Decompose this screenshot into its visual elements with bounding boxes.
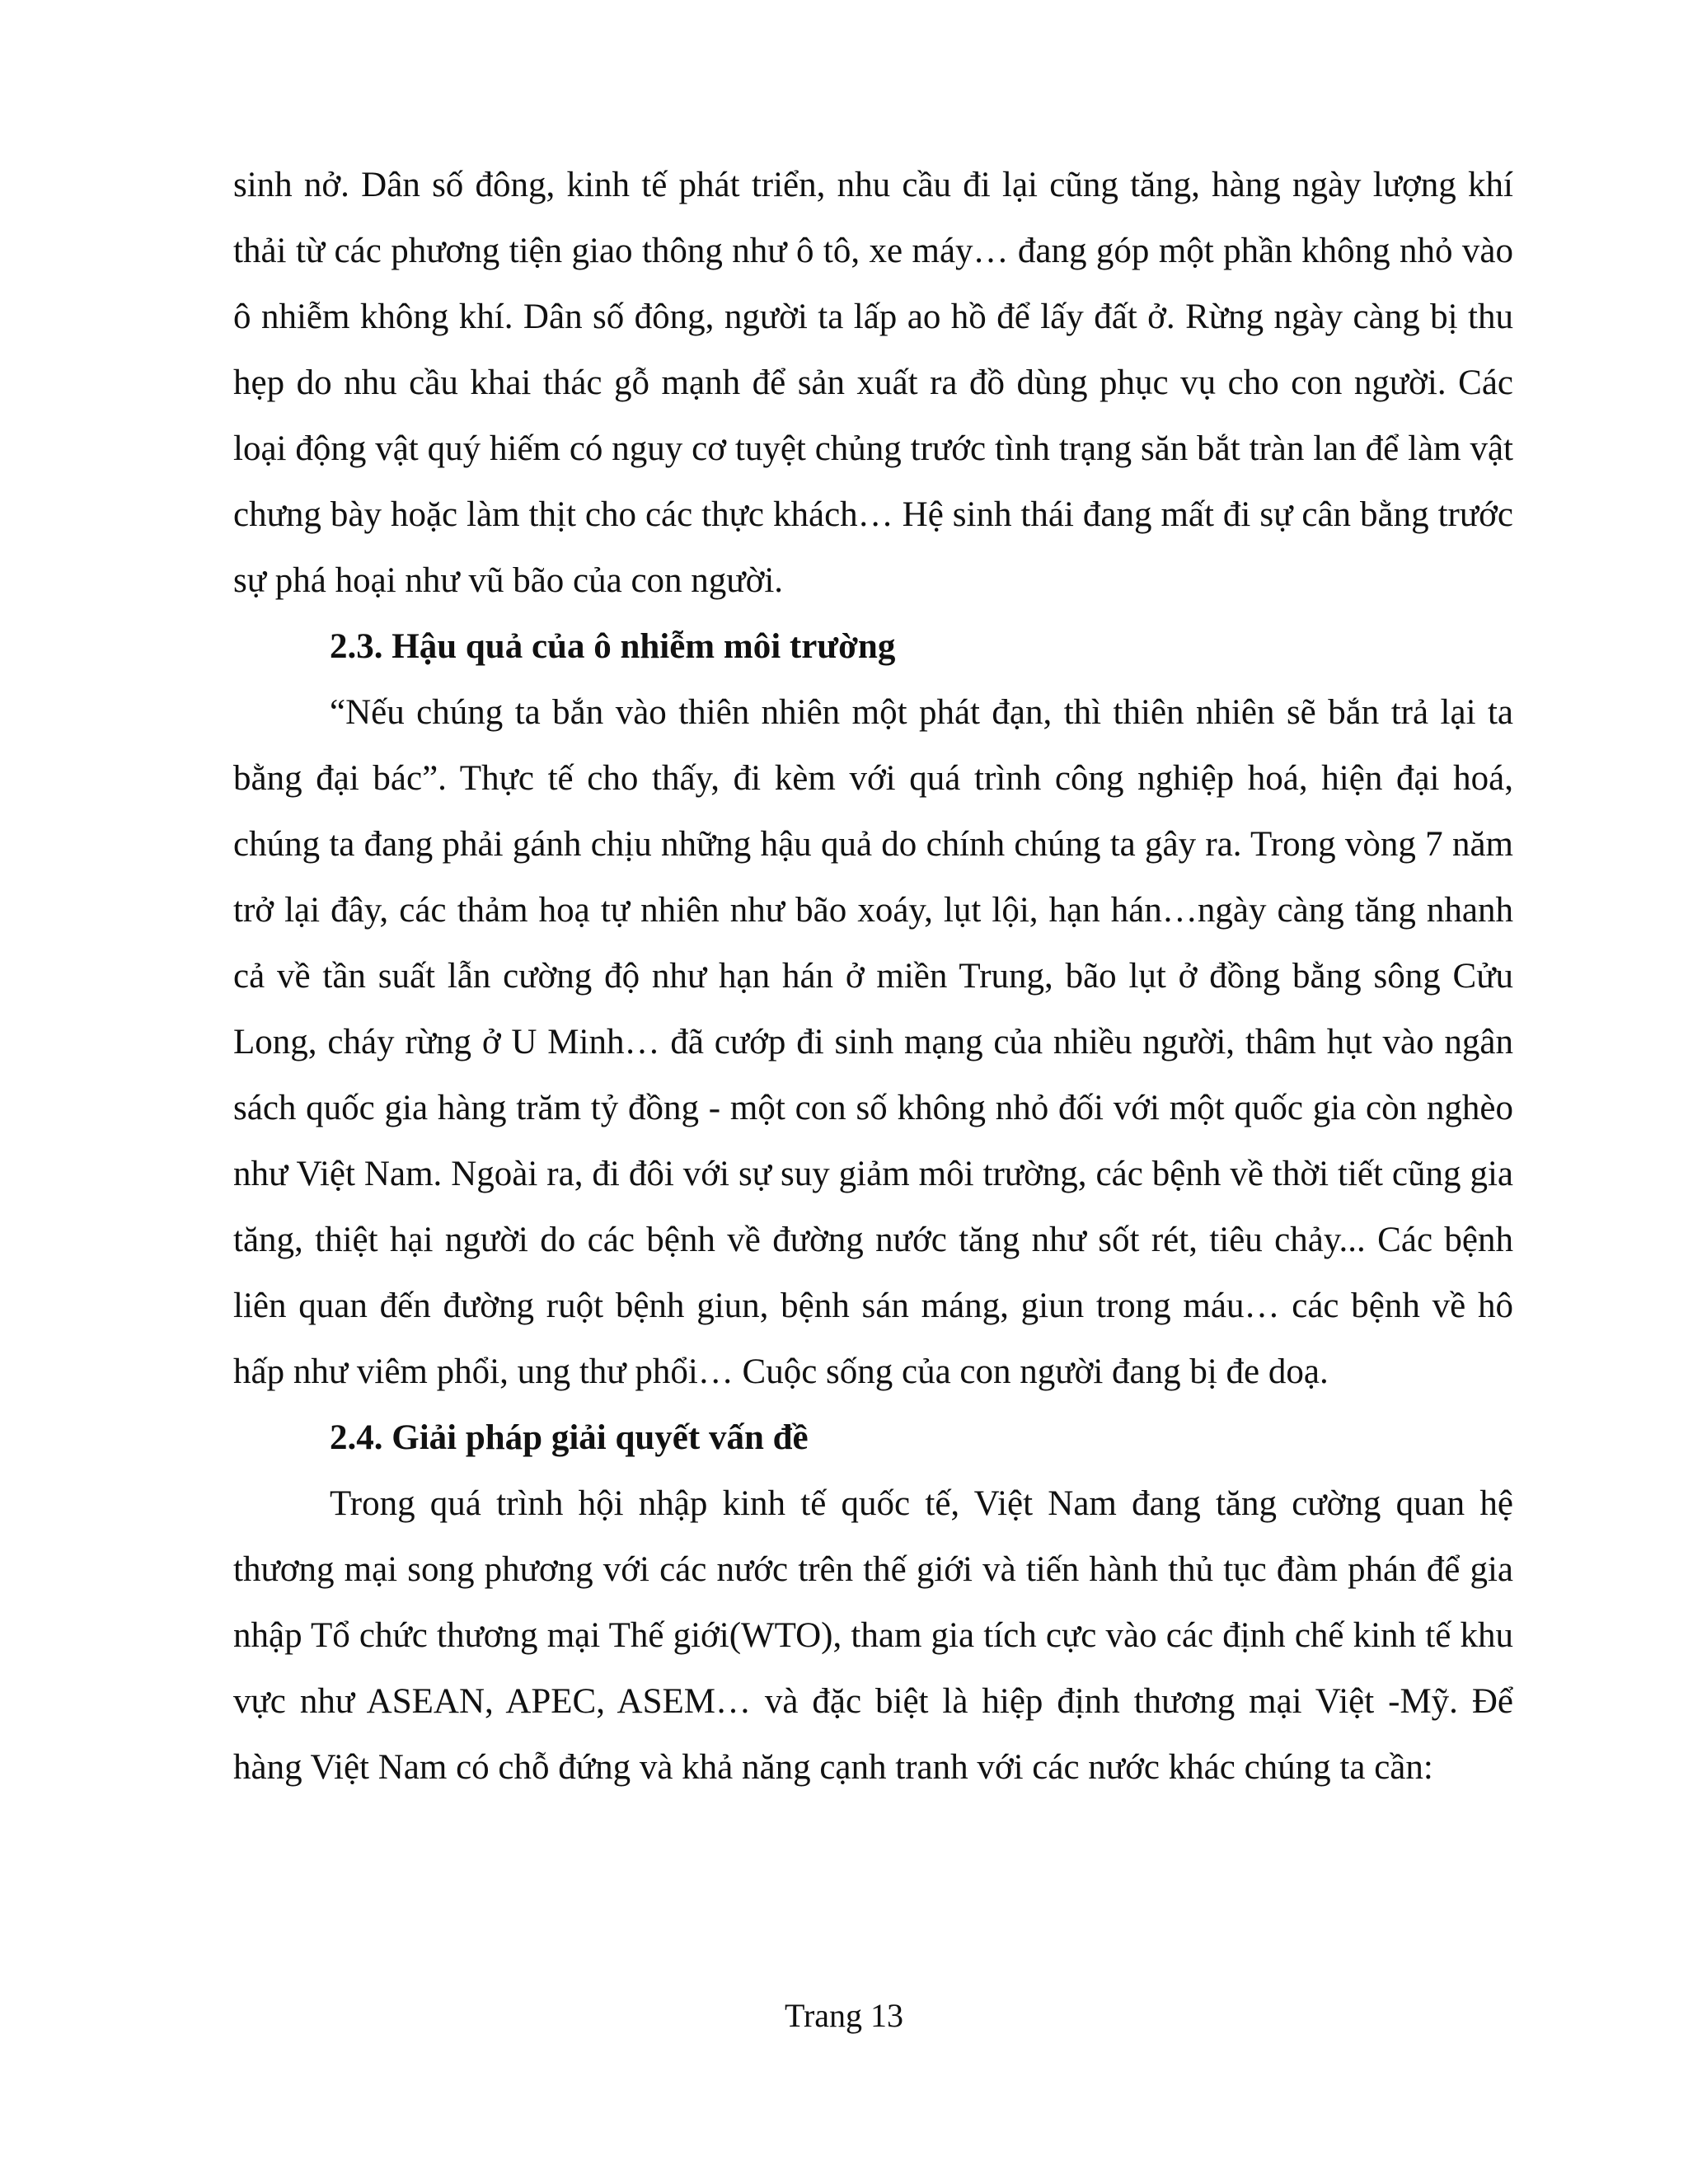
paragraph-consequences: “Nếu chúng ta bắn vào thiên nhiên một phát đạn, thì thiên nhiên sẽ bắn trả lại ta bằng đại bác”. Thực tế cho thấy, đi kèm với quá trình công nghiệp hoá, hiện đại hoá, chúng ta đang phải gánh chịu những hậu quả do chính chúng ta gây ra. Trong vòng 7 năm trở lại đây, các thảm hoạ tự nhiên như bão xoáy, lụt lội, hạn hán…ngày càng tăng nhanh cả về tần suất lẫn cường độ như hạn hán ở miền Trung, bão lụt ở đồng bằng sông Cửu Long, cháy rừng ở U Minh… đã cướp đi sinh mạng của nhiều người, thâm hụt vào ngân sách quốc gia hàng trăm tỷ đồng - một con số không nhỏ đối với một quốc gia còn nghèo như Việt Nam. Ngoài ra, đi đôi với sự suy giảm môi trường, các bệnh về thời tiết cũng gia tăng, thiệt hại người do các bệnh về đường nước tăng như sốt rét, tiêu chảy... Các bệnh liên quan đến đường ruột bệnh giun, bệnh sán máng, giun trong máu… các bệnh về hô hấp như viêm phổi, ung thư phổi… Cuộc sống của con người đang bị đe doạ. <box>233 693 1513 1391</box>
paragraph-continuation: sinh nở. Dân số đông, kinh tế phát triển, nhu cầu đi lại cũng tăng, hàng ngày lượng khí thải từ các phương tiện giao thông như ô tô, xe máy… đang góp một phần không nhỏ vào ô nhiễm không khí. Dân số đông, người ta lấp ao hồ để lấy đất ở. Rừng ngày càng bị thu hẹp do nhu cầu khai thác gỗ mạnh để sản xuất ra đồ dùng phục vụ cho con người. Các loại động vật quý hiếm có nguy cơ tuyệt chủng trước tình trạng săn bắt tràn lan để làm vật chưng bày hoặc làm thịt cho các thực khách… Hệ sinh thái đang mất đi sự cân bằng trước sự phá hoại như vũ bão của con người. <box>233 166 1513 600</box>
page-body <box>233 152 1513 1801</box>
section-heading-2-4: 2.4. Giải pháp giải quyết vấn đề <box>330 1418 809 1457</box>
section-heading-2-3: 2.3. Hậu quả của ô nhiễm môi trường <box>330 627 896 666</box>
paragraph-solutions: Trong quá trình hội nhập kinh tế quốc tế, Việt Nam đang tăng cường quan hệ thương mại song phương với các nước trên thế giới và tiến hành thủ tục đàm phán để gia nhập Tổ chức thương mại Thế giới(WTO), tham gia tích cực vào các định chế kinh tế khu vực như ASEAN, APEC, ASEM… và đặc biệt là hiệp định thương mại Việt -Mỹ. Để hàng Việt Nam có chỗ đứng và khả năng cạnh tranh với các nước khác chúng ta cần: <box>233 1484 1513 1787</box>
page-number: Trang 13 <box>784 1997 904 2034</box>
